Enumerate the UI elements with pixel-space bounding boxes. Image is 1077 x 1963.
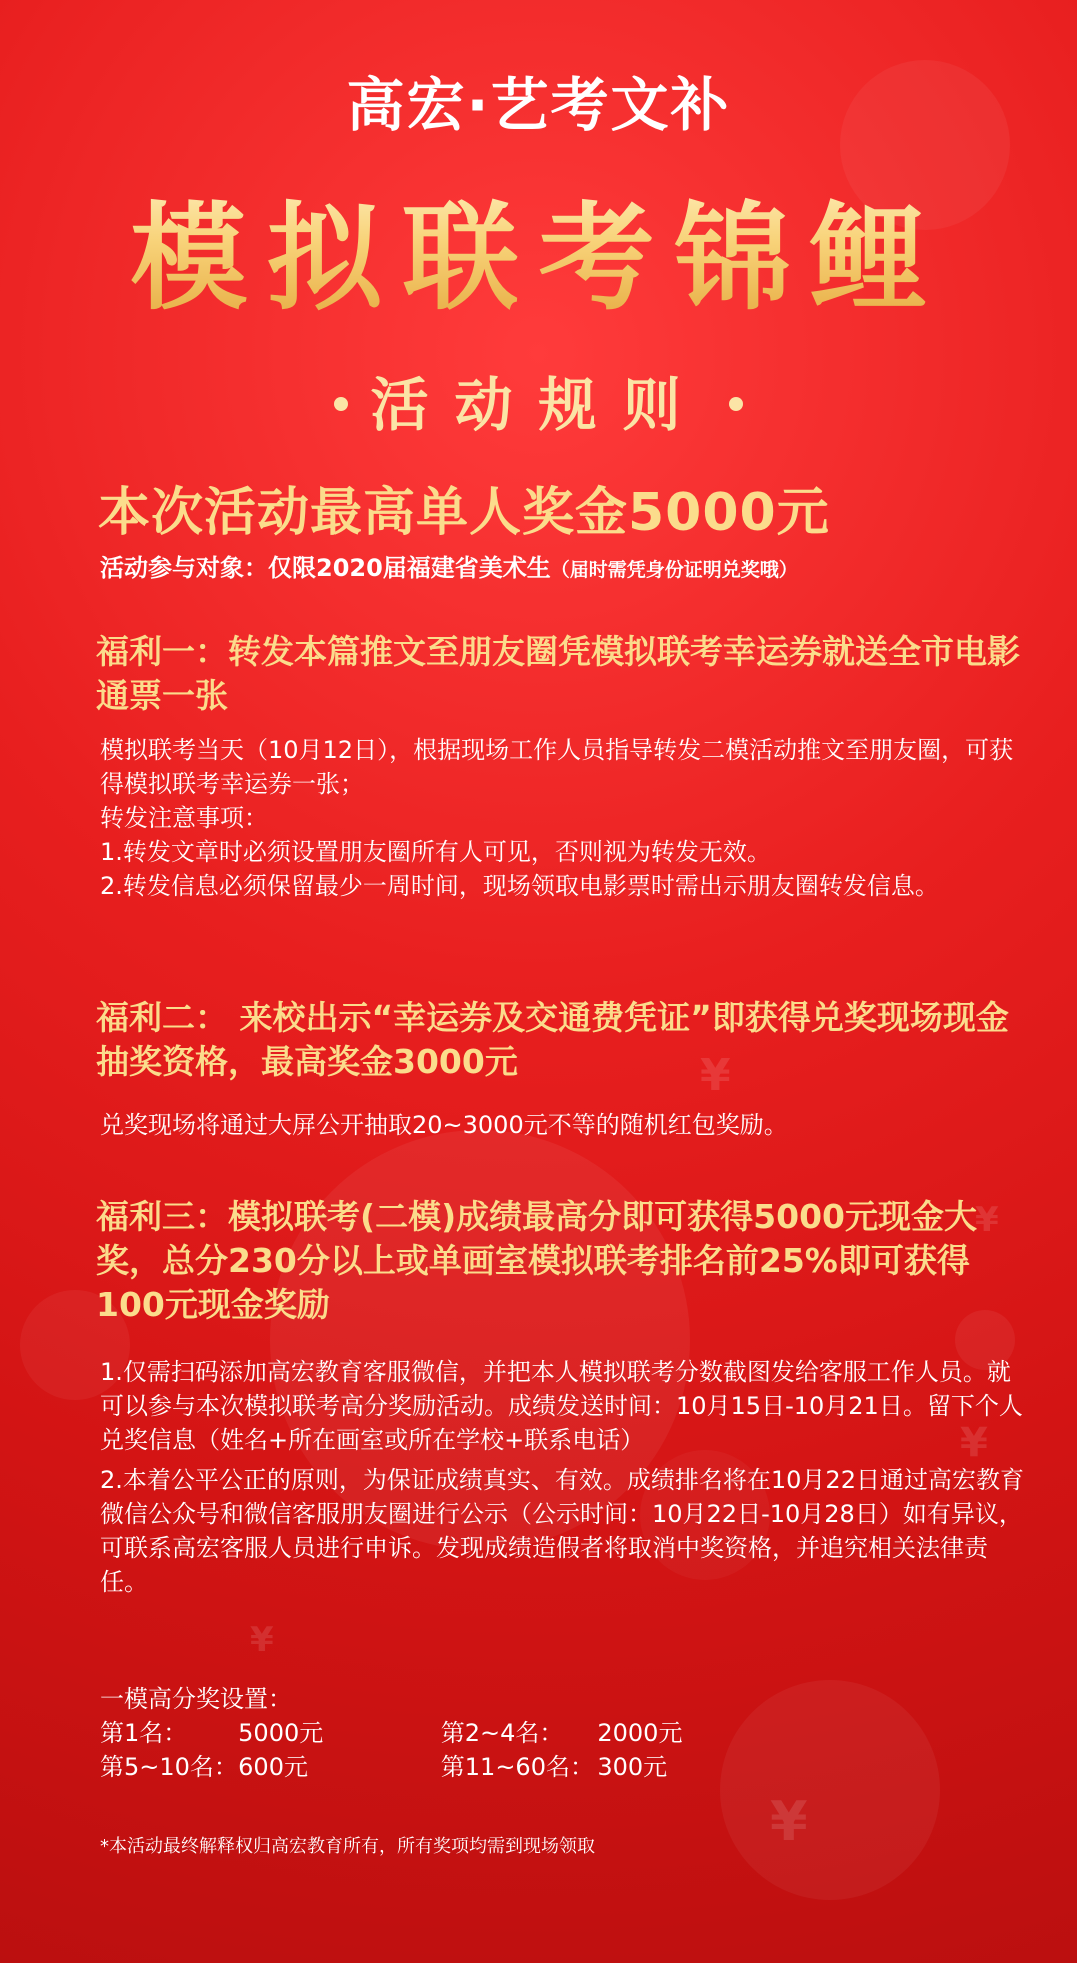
benefit3-line: 2.本着公平公正的原则，为保证成绩真实、有效。成绩排名将在10月22日通过高宏教育微信公众号和微信客服朋友圈进行公示（公示时间：10月22日-10月28日）如有异议，可联系高宏客服人员进行申诉。发现成绩造假者将取消中奖资格，并追究相关法律责任。 [100, 1466, 1024, 1596]
benefit1-line: 2.转发信息必须保留最少一周时间，现场领取电影票时需出示朋友圈转发信息。 [100, 872, 939, 900]
prize-row [100, 1716, 800, 1750]
benefit2-body [100, 1108, 1030, 1142]
rules-title-text: 活动规则 [370, 371, 707, 439]
target-note: （届时需凭身份证明兑奖哦） [550, 559, 798, 581]
prize-amount: 600元 [238, 1753, 308, 1781]
benefit2-line: 兑奖现场将通过大屏公开抽取20~3000元不等的随机红包奖励。 [100, 1111, 788, 1139]
prize-rank: 第11~60名： [440, 1753, 594, 1781]
yen-icon: ¥ [975, 1200, 999, 1240]
benefit1-line: 模拟联考当天（10月12日），根据现场工作人员指导转发二模活动推文至朋友圈，可获得模拟联考幸运券一张； [100, 736, 1014, 798]
footnote: *本活动最终解释权归高宏教育所有，所有奖项均需到现场领取 [100, 1836, 595, 1857]
prize-rank: 第2~4名： [440, 1719, 564, 1747]
benefit3-line: 1.仅需扫码添加高宏教育客服微信，并把本人模拟联考分数截图发给客服工作人员。就可以参与本次模拟联考高分奖励活动。成绩发送时间：10月15日-10月21日。留下个人兑奖信息（姓名+所在画室或所在学校+联系电话） [100, 1358, 1023, 1454]
prize-table [100, 1682, 800, 1784]
headline: 本次活动最高单人奖金5000元 [98, 483, 830, 543]
brand-logo-text: 高宏·艺考文补 [346, 71, 731, 139]
rules-title [0, 358, 1077, 442]
benefit1-body [100, 733, 1030, 903]
target-audience [100, 548, 798, 583]
yen-icon: ¥ [250, 1620, 274, 1660]
prize-amount: 2000元 [597, 1719, 683, 1747]
prize-heading: 一模高分奖设置： [100, 1685, 292, 1713]
benefit1-title: 福利一：转发本篇推文至朋友圈凭模拟联考幸运券就送全市电影通票一张 [96, 632, 1020, 715]
bullet-dot [334, 397, 348, 411]
bullet-dot [729, 397, 743, 411]
prize-row [100, 1750, 800, 1784]
yen-icon: ¥ [770, 1790, 808, 1853]
yen-icon: ¥ [700, 1050, 731, 1101]
benefit1-line: 1.转发文章时必须设置朋友圈所有人可见，否则视为转发无效。 [100, 838, 771, 866]
yen-icon: ¥ [960, 1420, 988, 1466]
benefit3-title: 福利三：模拟联考(二模)成绩最高分即可获得5000元现金大奖，总分230分以上或单画室模拟联考排名前25%即可获得100元现金奖励 [96, 1197, 978, 1324]
benefit2-title: 福利二： 来校出示“幸运券及交通费凭证”即获得兑奖现场现金抽奖资格，最高奖金3000元 [96, 998, 1009, 1081]
prize-rank: 第5~10名： [100, 1753, 238, 1781]
target-text: 活动参与对象：仅限2020届福建省美术生 [100, 554, 551, 582]
main-title: 模拟联考锦鲤 [0, 165, 1077, 332]
benefit1-line: 转发注意事项： [100, 804, 268, 832]
benefit3-body [100, 1355, 1030, 1599]
prize-amount: 300元 [597, 1753, 668, 1781]
prize-amount: 5000元 [238, 1719, 324, 1747]
prize-rank: 第1名： [100, 1719, 188, 1747]
